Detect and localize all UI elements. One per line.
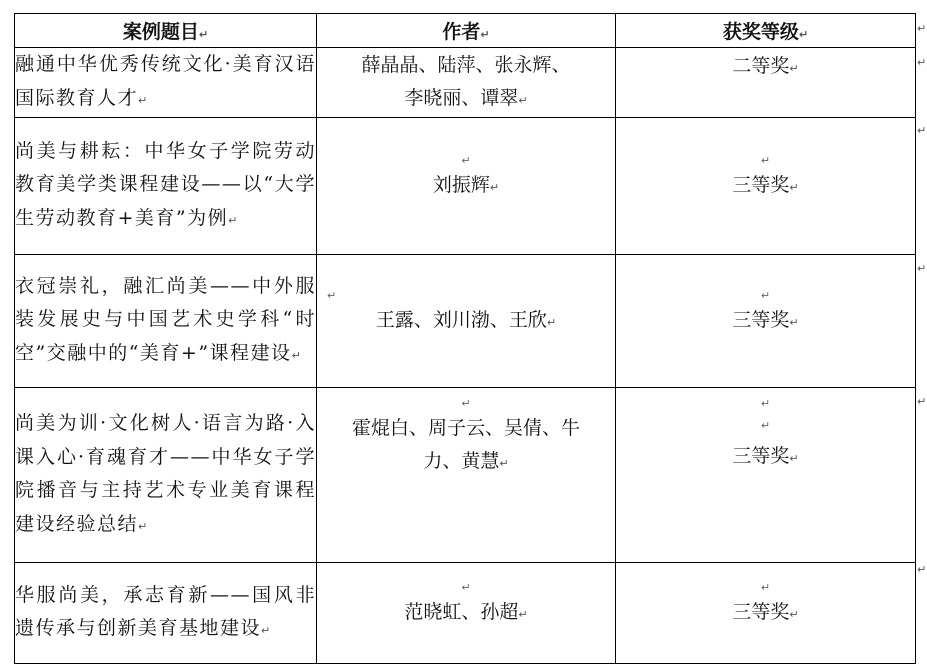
row-end-mark: ↵ <box>917 124 927 137</box>
award-cell[interactable]: ↵ 三等奖↵ <box>616 118 916 255</box>
paragraph-mark: ↵ <box>546 315 557 329</box>
paragraph-mark: ↵ <box>789 180 799 194</box>
empty-paragraph-mark: ↵ <box>461 397 471 410</box>
empty-paragraph-mark: ↵ <box>461 580 471 594</box>
case-title-cell[interactable]: 衣冠崇礼，融汇尚美——中外服装发展史与中国艺术史学科“时空”交融中的“美育+”课程建设↵ <box>15 255 317 388</box>
empty-paragraph-mark: ↵ <box>760 153 771 167</box>
paragraph-mark: ↵ <box>261 624 272 637</box>
paragraph-mark: ↵ <box>480 28 490 41</box>
paragraph-mark: ↵ <box>198 28 209 41</box>
table-row <box>15 48 916 118</box>
table-row <box>15 255 916 388</box>
author-cell[interactable]: ↵ 霍焜白、周子云、吴倩、牛力、黄慧↵ <box>317 388 616 563</box>
paragraph-mark: ↵ <box>789 452 799 465</box>
award-cell[interactable]: ↵ 三等奖↵ <box>616 255 916 388</box>
author-cell[interactable]: ↵ 范晓虹、孙超↵ <box>317 563 616 664</box>
awards-table <box>14 13 916 664</box>
paragraph-mark: ↵ <box>789 315 799 329</box>
paragraph-mark: ↵ <box>291 348 303 362</box>
table-row <box>15 118 916 255</box>
author-cell[interactable]: ↵ 王露、刘川渤、王欣↵ <box>317 255 616 388</box>
empty-paragraph-mark: ↵ <box>760 419 771 432</box>
paragraph-mark: ↵ <box>798 28 809 41</box>
empty-paragraph-mark: ↵ <box>760 397 771 410</box>
row-end-mark: ↵ <box>917 262 927 275</box>
table-row <box>15 388 916 563</box>
paragraph-mark: ↵ <box>138 519 149 533</box>
paragraph-mark: ↵ <box>489 180 500 194</box>
author-cell[interactable]: ↵ 刘振辉↵ <box>317 118 616 255</box>
paragraph-mark: ↵ <box>518 607 528 621</box>
header-award-level[interactable]: 获奖等级↵ <box>616 14 916 48</box>
row-end-mark: ↵ <box>917 22 927 35</box>
header-case-title[interactable]: 案例题目↵ <box>15 14 317 48</box>
header-row <box>15 14 916 48</box>
header-author[interactable]: 作者↵ <box>317 14 616 48</box>
row-end-mark: ↵ <box>917 395 927 408</box>
paragraph-mark: ↵ <box>499 457 509 470</box>
row-end-mark: ↵ <box>917 563 927 576</box>
empty-paragraph-mark: ↵ <box>760 288 771 302</box>
case-title-cell[interactable]: 融通中华优秀传统文化·美育汉语国际教育人才↵ <box>15 48 317 118</box>
paragraph-mark: ↵ <box>789 62 799 75</box>
award-cell[interactable]: 二等奖↵ <box>616 48 916 118</box>
table-row <box>15 563 916 664</box>
empty-paragraph-mark: ↵ <box>461 153 471 167</box>
row-end-mark: ↵ <box>917 56 927 69</box>
paragraph-mark: ↵ <box>789 607 799 621</box>
case-title-cell[interactable]: 尚美与耕耘：中华女子学院劳动教育美学类课程建设——以“大学生劳动教育+美育”为例↵ <box>15 118 317 255</box>
paragraph-mark: ↵ <box>228 213 239 227</box>
award-cell[interactable]: ↵ ↵ 三等奖↵ <box>616 388 916 563</box>
empty-paragraph-mark: ↵ <box>760 580 771 594</box>
award-cell[interactable]: ↵ 三等奖↵ <box>616 563 916 664</box>
empty-paragraph-mark: ↵ <box>327 288 337 302</box>
case-title-cell[interactable]: 尚美为训·文化树人·语言为路·入课入心·育魂育才——中华女子学院播音与主持艺术专业美育课程建设经验总结↵ <box>15 388 317 563</box>
author-cell[interactable]: 薛晶晶、陆萍、张永辉、李晓丽、谭翠↵ <box>317 48 616 118</box>
case-title-cell[interactable]: 华服尚美，承志育新——国风非遗传承与创新美育基地建设↵ <box>15 563 317 664</box>
paragraph-mark: ↵ <box>138 93 149 107</box>
paragraph-mark: ↵ <box>518 93 528 107</box>
